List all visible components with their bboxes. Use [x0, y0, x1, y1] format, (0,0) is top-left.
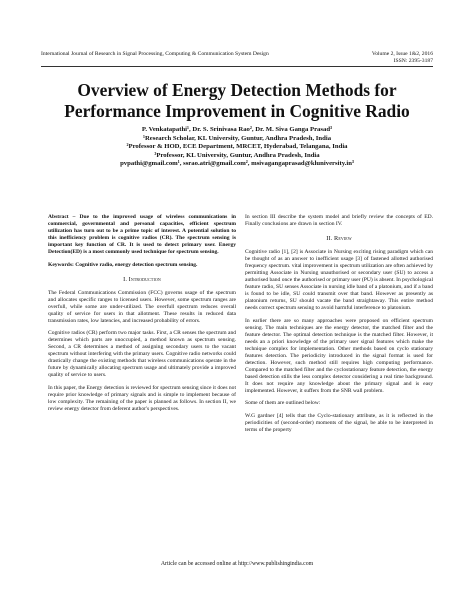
body-paragraph: W.G gardner [4] tells that the Cyclo-stationary attribute, as it is reflected in the periodicities of (second-order) moments of the signal, be able to be interpreted in terms of the property [245, 412, 433, 433]
journal-issue-info [372, 51, 433, 65]
title-line: Performance Improvement in Cognitive Radio [64, 101, 410, 121]
right-column [245, 214, 433, 439]
paper-title [30, 80, 444, 122]
body-paragraph: Cognitive radios (CR) perform two major tasks. First, a CR senses the spectrum and determines which parts are unoccupied, a method known as spectrum sensing. Second, a CR determines a method of assigning secondary users to the vacant spectrum without interfering with the primary users. Cognitive radio networks could drastically change the existing methods that wireless communications operate in the future by dynamically allocating spectrum usage and ultimately provide a improved quality of service to users. [48, 330, 236, 379]
affiliation-3: ³Professor, KL University, Guntur, Andhra Pradesh, India [154, 151, 320, 159]
author-names: P. Venkatapathi¹, Dr. S. Srinivasa Rao², Dr. M. Siva Ganga Prasad³ [141, 126, 333, 133]
body-paragraph: Some of them are outlined below: [245, 400, 321, 407]
body-paragraph: The Federal Communications Commission (FCC) governs usage of the spectrum and allocates specific ranges to licensed users. However, some spectrum ranges are overfull, while some are under-utilized. The overfull spectrum reduces overall quality of service for users in that allotment. These results in reduced data transmission rates, low latencies, and increased probability of errors. [48, 289, 236, 324]
running-header [41, 51, 433, 65]
journal-name: International Journal of Research in Signal Processing, Computing & Communication System Design [41, 51, 269, 57]
section-heading-introduction: I. Introduction [123, 275, 161, 283]
body-paragraph: Cognitive radio [1], [2] is Associate in Nursing exciting rising paradigm which can be thought of as an answer to inefficient usage [3] of fastened allotted authorised frequency spectrum. vital improvement in spectrum utilization are often achieved by permitting Associate in Nursing unauthorised or secondary user (SU) to access a authorised band once the authorised or primary user (PU) is absent. In psychological feature radio, SU senses Associate in nursing idle band of a platonium, and if a band is found to be idle, SU could transmit over that band. However as presently as platonium returns, SU should vacate the band straightaway. This entire method needs correct spectrum sensing to avoid harmful interference to platonium. [245, 249, 433, 312]
body-paragraph: In earlier there are so many approaches were proposed on efficient spectrum sensing. The main techniques are the energy detector, the matched filter and the feature detector. The optimal detection technique is the matched filter. However, it needs an a priori knowledge of the primary user signal features which make the technique complex for implementation. Other methods based on cyclo stationary features detection. The periodicity introduced in the signal format is used for detection. However, such method still requires high computing performance. Compared to the matched filter and the cyclostationary feature detection, the energy based detection stills the less complex detector considering a real time background. It does not require any knowledge about the primary signal and is easy implemented. However, it suffers from the SNR wall problem. [245, 317, 433, 394]
page-footer: Article can be accessed online at http://www.publishingindia.com [160, 561, 314, 567]
author-emails: pvpathi@gmail.com¹, ssrao.atri@gmail.com², msivagangaprasad@kluniversity.in³ [120, 160, 354, 168]
body-paragraph: In section III describe the system model and briefly review the concepts of ED. Finally conclusions are drawn in section IV. [245, 214, 433, 228]
section-heading-review: II. Review [326, 235, 352, 243]
title-line: Overview of Energy Detection Methods for [77, 80, 397, 100]
left-column [48, 214, 236, 418]
affiliation-2: ²Professor & HOD, ECE Department, MRCET, Hyderabad, Telangana, India [126, 143, 348, 151]
keywords: Keywords: Cognitive radio, energy detection spectrum sensing. [48, 261, 198, 268]
issn: ISSN: 2395-3187 [393, 58, 433, 64]
author-block [30, 126, 444, 169]
affiliation-1: ¹Research Scholar, KL University, Guntur, Andhra Pradesh, India [142, 134, 332, 142]
header-rule [41, 66, 433, 67]
abstract: Abstract – Due to the improved usage of wireless communications in commercial, governmental and personal capacities, efficient spectrum utilization has turn out to be a prime topic of interest. A potential solution to this inefficiency problem is cognitive radios (CR). The spectrum sensing is important key function of CR. It is used to detect primary user. Energy Detection(ED) is a most commonly used technique for spectrum sensing. [48, 214, 236, 256]
volume-issue: Volume 2, Issue 1&2, 2016 [371, 51, 433, 57]
body-paragraph: In this paper, the Energy detection is reviewed for spectrum sensing since it does not require prior knowledge of primary signals and is simple to implement because of low complexity. The remaining of the paper is planned as follows. In section II, we review energy detector from deferent author's perspectives. [48, 384, 236, 412]
